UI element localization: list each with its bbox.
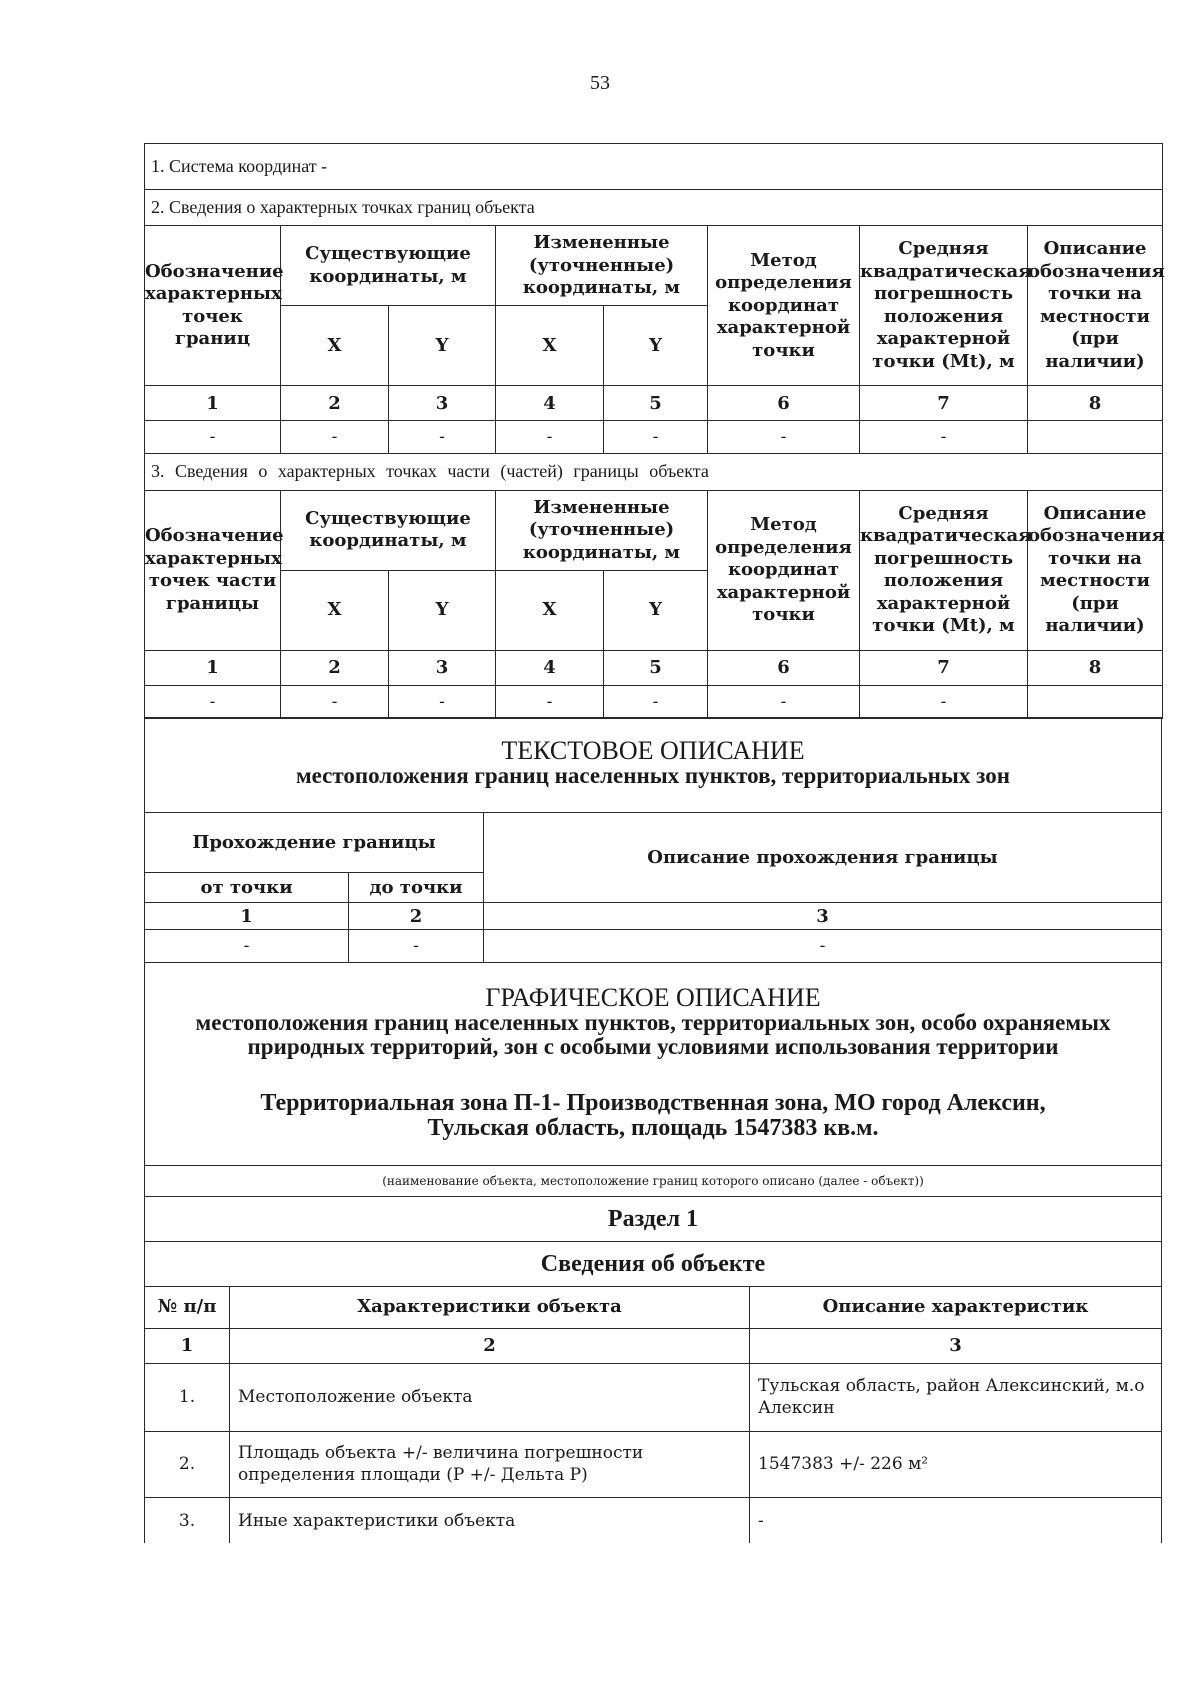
text-description-title: ТЕКСТОВОЕ ОПИСАНИЕ <box>501 736 805 766</box>
header-characteristic: Характеристики объекта <box>230 1286 750 1328</box>
graphic-description-table <box>144 962 1162 1288</box>
column-numbers-row <box>145 1328 1162 1363</box>
table-row <box>145 1431 1162 1497</box>
table-cell: - <box>496 685 604 718</box>
header-method: Метод определения координат характерной точки <box>708 226 860 386</box>
table-cell: - <box>860 421 1028 454</box>
header-changed-y: Y <box>604 306 708 386</box>
header-changed-coords: Измененные (уточненные) координаты, м <box>496 490 708 570</box>
document-body <box>144 143 1165 1543</box>
column-number: 6 <box>708 650 860 685</box>
header-index: № п/п <box>145 1286 230 1328</box>
header-from-point: от точки <box>145 873 349 903</box>
table-cell: - <box>145 421 281 454</box>
column-number: 2 <box>281 386 389 421</box>
graphic-description-subtitle: местоположения границ населенных пунктов, территориальных зон, особо охраняемых природных территорий, зон с особыми условиями использования территории <box>195 1009 1111 1059</box>
column-number: 5 <box>604 650 708 685</box>
header-changed-y: Y <box>604 570 708 650</box>
header-designation: Обозначение характерных точек границ <box>145 226 281 386</box>
header-description: Описание характеристик <box>750 1286 1162 1328</box>
column-number: 3 <box>750 1328 1162 1363</box>
section-label: Раздел 1 <box>145 1197 1162 1242</box>
header-existing-x: X <box>281 306 389 386</box>
row-index: 3. <box>145 1497 230 1543</box>
column-number: 8 <box>1028 650 1163 685</box>
row-characteristic: Иные характеристики объекта <box>230 1497 750 1543</box>
section2-caption: 2. Сведения о характерных точках границ объекта <box>145 190 1163 226</box>
table-cell: - <box>145 930 349 963</box>
header-method: Метод определения координат характерной точки <box>708 490 860 650</box>
table-cell: - <box>604 421 708 454</box>
column-number: 1 <box>145 903 349 930</box>
header-changed-x: X <box>496 306 604 386</box>
table-cell: - <box>708 685 860 718</box>
column-number: 2 <box>349 903 484 930</box>
table-row <box>145 421 1163 454</box>
table-row <box>145 1363 1162 1431</box>
table-cell: - <box>604 685 708 718</box>
table-cell: - <box>281 685 389 718</box>
text-description-table <box>144 717 1162 963</box>
zone-title-line2: Тульская область, площадь 1547383 кв.м. <box>427 1115 879 1142</box>
boundary-points-table <box>144 143 1163 719</box>
row-characteristic: Местоположение объекта <box>230 1363 750 1431</box>
header-existing-x: X <box>281 570 389 650</box>
zone-title-line1: Территориальная зона П-1- Производственная зона, МО город Алексин, <box>260 1090 1046 1117</box>
table-row <box>145 930 1162 963</box>
column-number: 7 <box>860 650 1028 685</box>
header-designation-part: Обозначение характерных точек части границы <box>145 490 281 650</box>
column-number: 6 <box>708 386 860 421</box>
column-numbers-row <box>145 903 1162 930</box>
header-existing-coords: Существующие координаты, м <box>281 226 496 306</box>
text-description-heading <box>145 718 1162 813</box>
table-cell: - <box>389 685 496 718</box>
header-to-point: до точки <box>349 873 484 903</box>
row-characteristic: Площадь объекта +/- величина погрешности определения площади (P +/- Дельта P) <box>230 1431 750 1497</box>
column-number: 3 <box>484 903 1162 930</box>
header-existing-y: Y <box>389 570 496 650</box>
graphic-description-heading <box>145 962 1162 1166</box>
header-mean-error: Средняя квадратическая погрешность положения характерной точки (Mt), м <box>860 490 1028 650</box>
row-description: Тульская область, район Алексинский, м.о Алексин <box>750 1363 1162 1431</box>
section3-caption: 3. Сведения о характерных точках части (частей) границы объекта <box>145 454 1163 490</box>
column-number: 8 <box>1028 386 1163 421</box>
row-description: - <box>750 1497 1162 1543</box>
object-name-note: (наименование объекта, местоположение границ которого описано (далее - объект)) <box>145 1166 1162 1197</box>
table-cell: - <box>484 930 1162 963</box>
graphic-description-title: ГРАФИЧЕСКОЕ ОПИСАНИЕ <box>485 982 821 1012</box>
table-cell: - <box>389 421 496 454</box>
table-cell <box>1028 685 1163 718</box>
table-cell: - <box>496 421 604 454</box>
column-number: 5 <box>604 386 708 421</box>
header-changed-coords: Измененные (уточненные) координаты, м <box>496 226 708 306</box>
column-number: 1 <box>145 386 281 421</box>
row-description: 1547383 +/- 226 м² <box>750 1431 1162 1497</box>
coord-system-label: 1. Система координат - <box>145 144 1163 190</box>
header-passage-description: Описание прохождения границы <box>484 813 1162 903</box>
table-cell: - <box>281 421 389 454</box>
column-numbers-row <box>145 386 1163 421</box>
header-mean-error: Средняя квадратическая погрешность положения характерной точки (Mt), м <box>860 226 1028 386</box>
table-cell: - <box>145 685 281 718</box>
column-numbers-row <box>145 650 1163 685</box>
table-cell <box>1028 421 1163 454</box>
column-number: 3 <box>389 650 496 685</box>
row-index: 2. <box>145 1431 230 1497</box>
table-cell: - <box>860 685 1028 718</box>
column-number: 1 <box>145 650 281 685</box>
header-existing-y: Y <box>389 306 496 386</box>
column-number: 4 <box>496 650 604 685</box>
object-info-table <box>144 1286 1162 1544</box>
column-number: 2 <box>230 1328 750 1363</box>
column-number: 4 <box>496 386 604 421</box>
column-number: 7 <box>860 386 1028 421</box>
text-description-subtitle: местоположения границ населенных пунктов, территориальных зон <box>296 763 1010 789</box>
column-number: 1 <box>145 1328 230 1363</box>
column-number: 2 <box>281 650 389 685</box>
table-cell: - <box>708 421 860 454</box>
table-cell: - <box>349 930 484 963</box>
page-number: 53 <box>590 72 610 94</box>
header-point-description: Описание обозначения точки на местности (при наличии) <box>1028 226 1163 386</box>
table-row <box>145 1497 1162 1543</box>
row-index: 1. <box>145 1363 230 1431</box>
object-info-title: Сведения об объекте <box>145 1242 1162 1287</box>
table-row <box>145 685 1163 718</box>
header-existing-coords: Существующие координаты, м <box>281 490 496 570</box>
header-boundary-passage: Прохождение границы <box>145 813 484 873</box>
header-point-description: Описание обозначения точки на местности (при наличии) <box>1028 490 1163 650</box>
header-changed-x: X <box>496 570 604 650</box>
column-number: 3 <box>389 386 496 421</box>
